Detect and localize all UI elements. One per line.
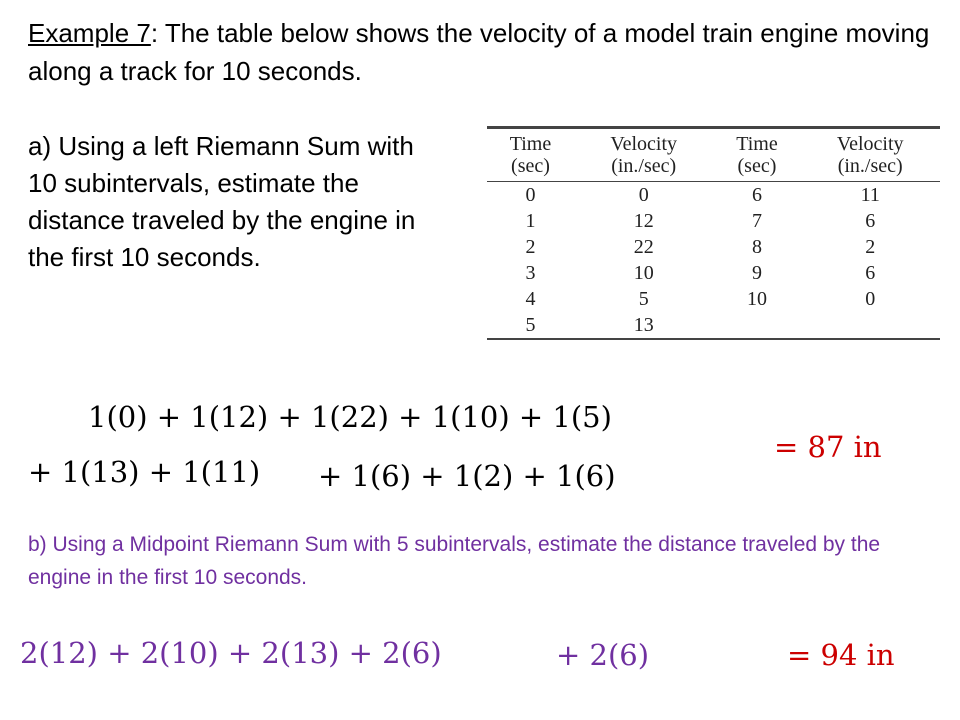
midpoint-sum-expression-line2: + 2(6) (556, 638, 650, 672)
table-cell: 2 (525, 236, 536, 258)
left-sum-expression-line2: + 1(13) + 1(11) (28, 455, 261, 489)
header-velocity-1: Velocity (in./sec) (610, 133, 678, 177)
table-row (487, 260, 940, 286)
example-title (28, 14, 938, 90)
header-time-2: Time (sec) (736, 133, 778, 177)
table-row (487, 286, 940, 312)
header-time-1: Time (sec) (509, 133, 552, 177)
table-cell: 10 (746, 288, 767, 310)
table-cell: 0 (638, 184, 649, 206)
example-description: : The table below shows the velocity of a model train engine moving along a track for 10 seconds. (28, 18, 930, 86)
table-cell: 2 (865, 236, 876, 258)
table-cell (800, 312, 940, 339)
left-sum-expression-line3: + 1(6) + 1(2) + 1(6) (318, 459, 616, 493)
table-cell: 8 (751, 236, 762, 258)
left-sum-answer: = 87 in (774, 430, 882, 464)
table-cell: 5 (638, 288, 649, 310)
table-row (487, 234, 940, 260)
table-header-row (487, 128, 940, 182)
table-cell: 0 (525, 184, 536, 206)
midpoint-sum-answer: = 94 in (787, 638, 895, 672)
part-b-prompt: b) Using a Midpoint Riemann Sum with 5 subintervals, estimate the distance traveled by the engine in the first 10 seconds. (28, 533, 881, 589)
table-cell: 11 (860, 184, 880, 206)
table-row (487, 182, 940, 209)
table-cell: 22 (633, 236, 654, 258)
table-cell: 9 (751, 262, 762, 284)
table-cell: 7 (751, 210, 762, 232)
example-label: Example 7 (28, 18, 151, 48)
velocity-table (487, 126, 940, 340)
table-cell: 4 (525, 288, 536, 310)
header-velocity-2: Velocity (in./sec) (836, 133, 904, 177)
table-cell: 0 (865, 288, 876, 310)
table-cell: 6 (865, 210, 876, 232)
table-cell (713, 312, 800, 339)
part-a-prompt: a) Using a left Riemann Sum with 10 subintervals, estimate the distance traveled by the engine in the first 10 seconds. (28, 131, 416, 272)
midpoint-sum-expression-line1: 2(12) + 2(10) + 2(13) + 2(6) (20, 636, 442, 670)
table-cell: 10 (633, 262, 654, 284)
table-row (487, 208, 940, 234)
table-cell: 1 (525, 210, 536, 232)
left-sum-expression-line1: 1(0) + 1(12) + 1(22) + 1(10) + 1(5) (88, 400, 612, 434)
table-cell: 6 (865, 262, 876, 284)
table-row (487, 312, 940, 339)
table-cell: 5 (525, 314, 536, 336)
table-cell: 13 (633, 314, 654, 336)
table-cell: 3 (525, 262, 536, 284)
table-cell: 12 (633, 210, 654, 232)
table-cell: 6 (751, 184, 762, 206)
